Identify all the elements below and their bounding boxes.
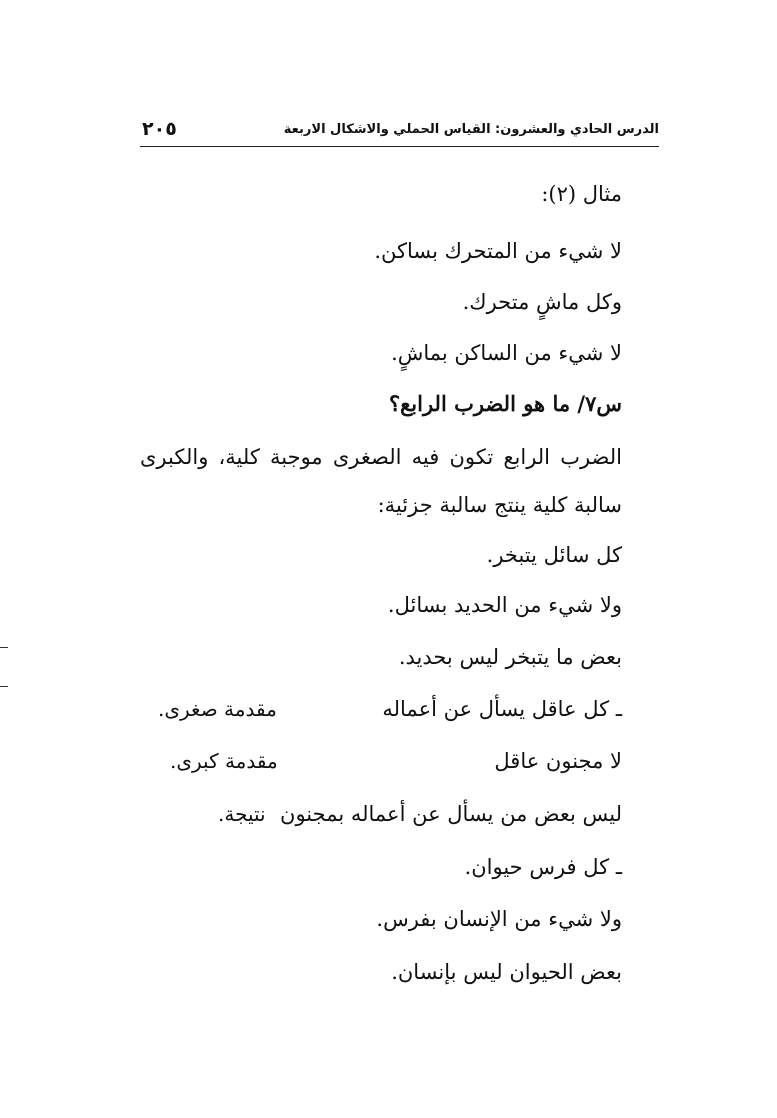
running-header [140, 118, 659, 147]
answer-line-2: سالبة كلية ينتج سالبة جزئية: [377, 493, 622, 517]
example-line-2: وكل ماشٍ متحرك. [462, 290, 622, 314]
example-line-1: لا شيء من المتحرك بساكن. [374, 239, 622, 263]
scan-margin-mark [0, 686, 8, 687]
example-line-6: بعض ما يتبخر ليس بحديد. [398, 645, 622, 669]
example-heading: مثال (٢): [541, 182, 622, 206]
question-heading: س٧/ ما هو الضرب الرابع؟ [388, 391, 622, 416]
premise-label-minor: مقدمة صغرى. [158, 697, 277, 721]
page-number: ٢٠٥ [142, 118, 177, 140]
scan-margin-mark [0, 647, 8, 648]
running-title: الدرس الحادي والعشرون: القياس الحملي والاشكال الاربعة [283, 122, 659, 137]
example-line-4: كل سائل يتبخر. [486, 543, 622, 567]
conclusion-label: نتيجة. [218, 802, 266, 826]
answer-line-1: الضرب الرابع تكون فيه الصغرى موجبة كلية، والكبرى [140, 445, 622, 469]
example-line-7: ـ كل عاقل يسأل عن أعماله [382, 697, 622, 721]
example-line-10: ـ كل فرس حيوان. [464, 855, 622, 879]
premise-label-major: مقدمة كبرى. [170, 749, 278, 773]
example-line-8: لا مجنون عاقل [494, 749, 622, 773]
example-line-5: ولا شيء من الحديد بسائل. [387, 593, 622, 617]
example-line-12: بعض الحيوان ليس بإنسان. [391, 960, 622, 984]
example-line-11: ولا شيء من الإنسان بفرس. [376, 907, 622, 931]
example-line-3: لا شيء من الساكن بماشٍ. [391, 341, 622, 365]
example-line-9: ليس بعض من يسأل عن أعماله بمجنون [280, 802, 622, 826]
